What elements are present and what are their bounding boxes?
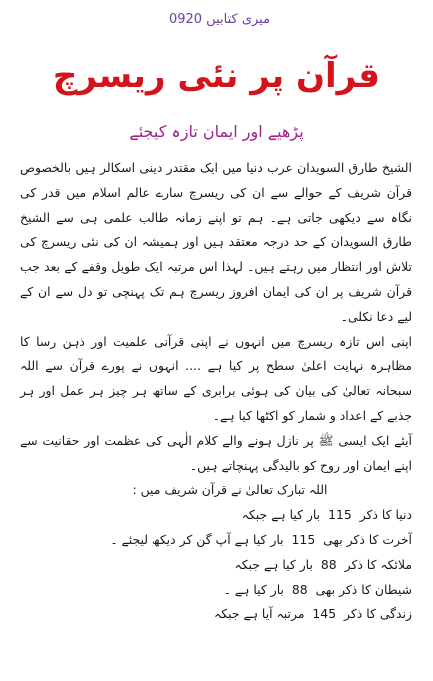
item-number: 145 (312, 606, 337, 622)
item-text: ملائکہ کا ذکر (344, 556, 412, 572)
item-text: بار کیا ہے جبکہ (241, 507, 321, 523)
item-text: بار کیا ہے جبکہ (234, 556, 313, 572)
list-item (20, 528, 412, 553)
page-title: قرآن پر نئی ریسرچ (52, 56, 381, 96)
item-text: بار کیا ہے ۔ (223, 581, 284, 597)
item-number: 88 (291, 581, 308, 597)
series-text: میری کتابیں (206, 12, 271, 27)
series-number: 0920 (168, 12, 203, 27)
item-number: 115 (328, 507, 352, 523)
article-body (20, 156, 412, 627)
list-item (20, 578, 412, 603)
list-item (20, 602, 412, 627)
item-number: 88 (320, 556, 337, 572)
item-text: مرتبہ آیا ہے جبکہ (214, 606, 305, 622)
list-item (20, 553, 412, 578)
series-label (0, 12, 433, 27)
item-text: شیطان کا ذکر بھی (315, 581, 412, 597)
item-number: 115 (291, 531, 316, 547)
paragraph-3: آیئے ایک ایسی ﷺ پر نازل ہونے والے کلام الٰہی کی عظمت اور حقانیت سے اپنے ایمان اور روح کو بالیدگی پہنچاتے ہیں۔ (20, 432, 412, 473)
item-text: زندگی کا ذکر (344, 606, 412, 622)
paragraph-1: الشیخ طارق السویدان عرب دنیا میں ایک مقتدر دینی اسکالر ہیں بالخصوص قرآن شریف کے حوالے سے ان کی ریسرچ سارے عالم اسلام میں قدر کی نگاہ سے دیکھی جاتی ہے۔ ہم تو اپنے زمانہ طالب علمی ہی سے الشیخ طارق السویدان کے حد درجہ معتقد ہیں اور ہمیشہ ان کی نئی ریسرچ کی تلاش اور انتظار میں رہتے ہیں۔ لہذا اس مرتبہ ایک طویل وقفے کے بعد جب قرآن شریف پر ان کی ایمان افروز ریسرچ ہم تک پہنچی تو دل سے ان کے لیے دعا نکلی۔ (20, 160, 412, 324)
paragraph-2: اپنی اس تازہ ریسرچ میں انہوں نے اپنی قرآنی علمیت اور ذہن رسا کا مظاہرہ نہایت اعلیٰ سطح پر کیا ہے .... انہوں نے پورے قرآن سے اللہ سبحانہ تعالیٰ کی بیان کی ہوئی برابری کے ساتھ ہر چیز ہر عمل اور ہر جذبے کے اعداد و شمار کو اکٹھا کیا ہے۔ (20, 333, 412, 423)
list-heading: اللہ تبارک تعالیٰ نے قرآن شریف میں : (132, 482, 328, 498)
item-text: آخرت کا ذکر بھی (323, 531, 412, 547)
page-subtitle: پڑھیے اور ایمان تازہ کیجئے (129, 122, 304, 141)
item-text: دنیا کا ذکر (359, 507, 412, 523)
list-item (20, 503, 412, 528)
count-list (20, 503, 412, 627)
item-text: بار کیا ہے آپ گن کر دیکھ لیجئے ۔ (110, 531, 284, 547)
